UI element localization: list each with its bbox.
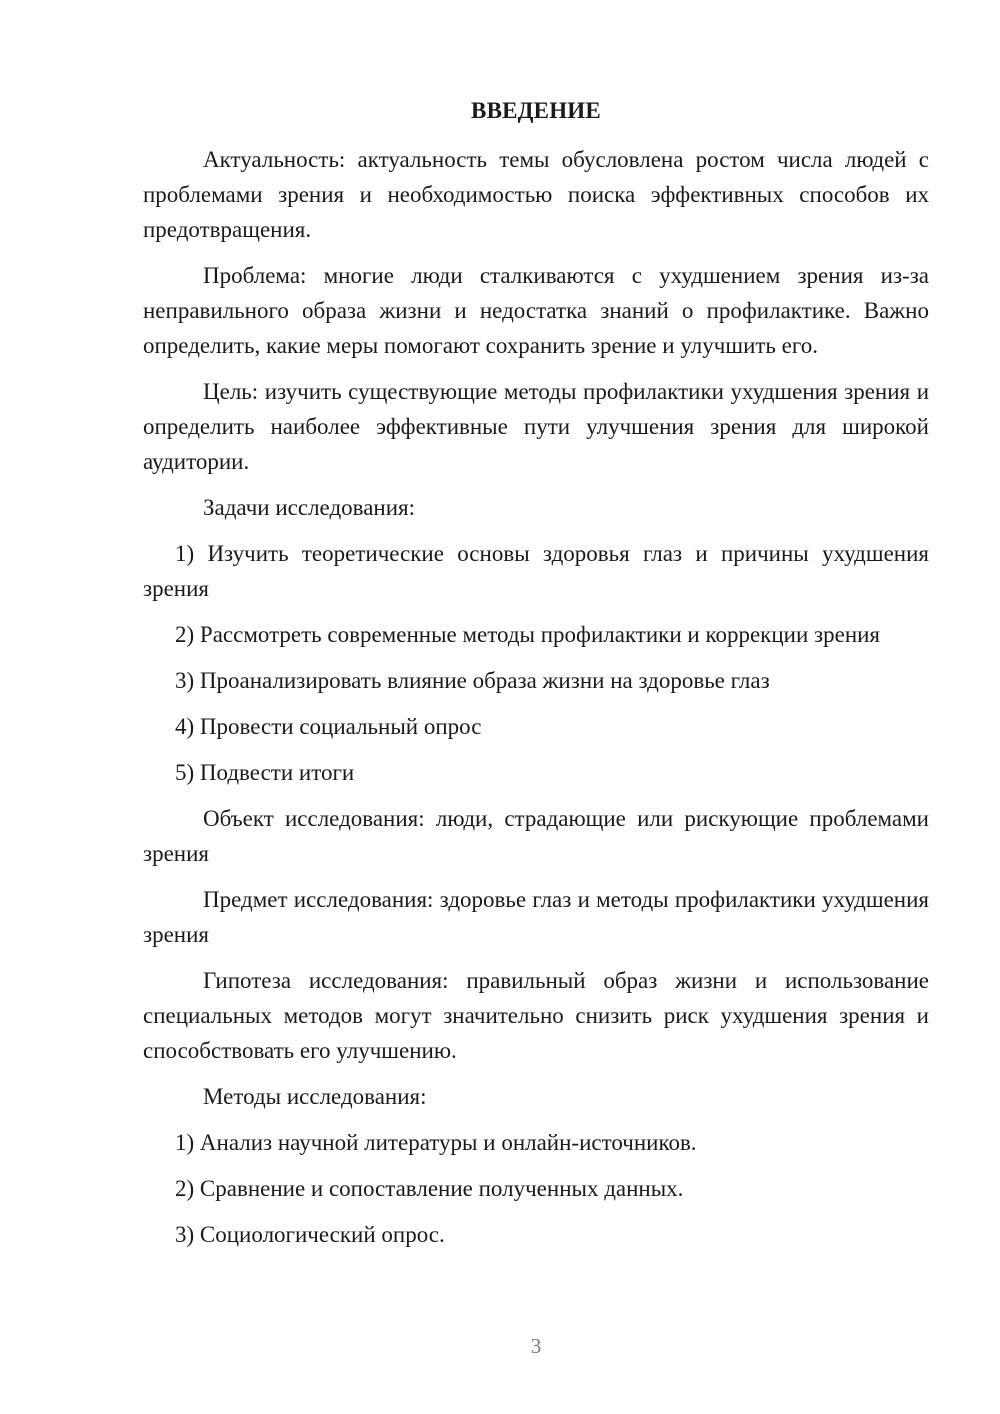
task-item-3: 3) Проанализировать влияние образа жизни на здоровье глаз <box>175 668 770 693</box>
paragraph-problem: Проблема: многие люди сталкиваются с ухудшением зрения из-за неправильного образа жизни и недостатка знаний о профилактике. Важно определить, какие меры помогают сохранить зрение и улучшить его. <box>143 263 929 358</box>
method-item-2: 2) Сравнение и сопоставление полученных данных. <box>175 1176 684 1201</box>
task-item-1: 1) Изучить теоретические основы здоровья глаз и причины ухудшения зрения <box>143 541 929 601</box>
paragraph-relevance: Актуальность: актуальность темы обусловлена ростом числа людей с проблемами зрения и необходимостью поиска эффективных способов их предотвращения. <box>143 147 929 242</box>
paragraph-object: Объект исследования: люди, страдающие или рискующие проблемами зрения <box>143 806 929 866</box>
task-item-5: 5) Подвести итоги <box>175 760 355 785</box>
paragraph-subject: Предмет исследования: здоровье глаз и методы профилактики ухудшения зрения <box>143 887 929 947</box>
tasks-heading: Задачи исследования: <box>203 495 416 520</box>
method-item-3: 3) Социологический опрос. <box>175 1222 445 1247</box>
task-item-2: 2) Рассмотреть современные методы профилактики и коррекции зрения <box>175 622 881 647</box>
page-number: 3 <box>530 1334 542 1358</box>
section-title: ВВЕДЕНИЕ <box>471 98 601 123</box>
methods-heading: Методы исследования: <box>203 1084 427 1109</box>
page-content <box>143 96 929 1263</box>
method-item-1: 1) Анализ научной литературы и онлайн-источников. <box>175 1130 697 1155</box>
paragraph-goal: Цель: изучить существующие методы профилактики ухудшения зрения и определить наиболее эффективные пути улучшения зрения для широкой аудитории. <box>143 379 929 474</box>
task-item-4: 4) Провести социальный опрос <box>175 714 482 739</box>
paragraph-hypothesis: Гипотеза исследования: правильный образ жизни и использование специальных методов могут значительно снизить риск ухудшения зрения и способствовать его улучшению. <box>143 968 929 1063</box>
